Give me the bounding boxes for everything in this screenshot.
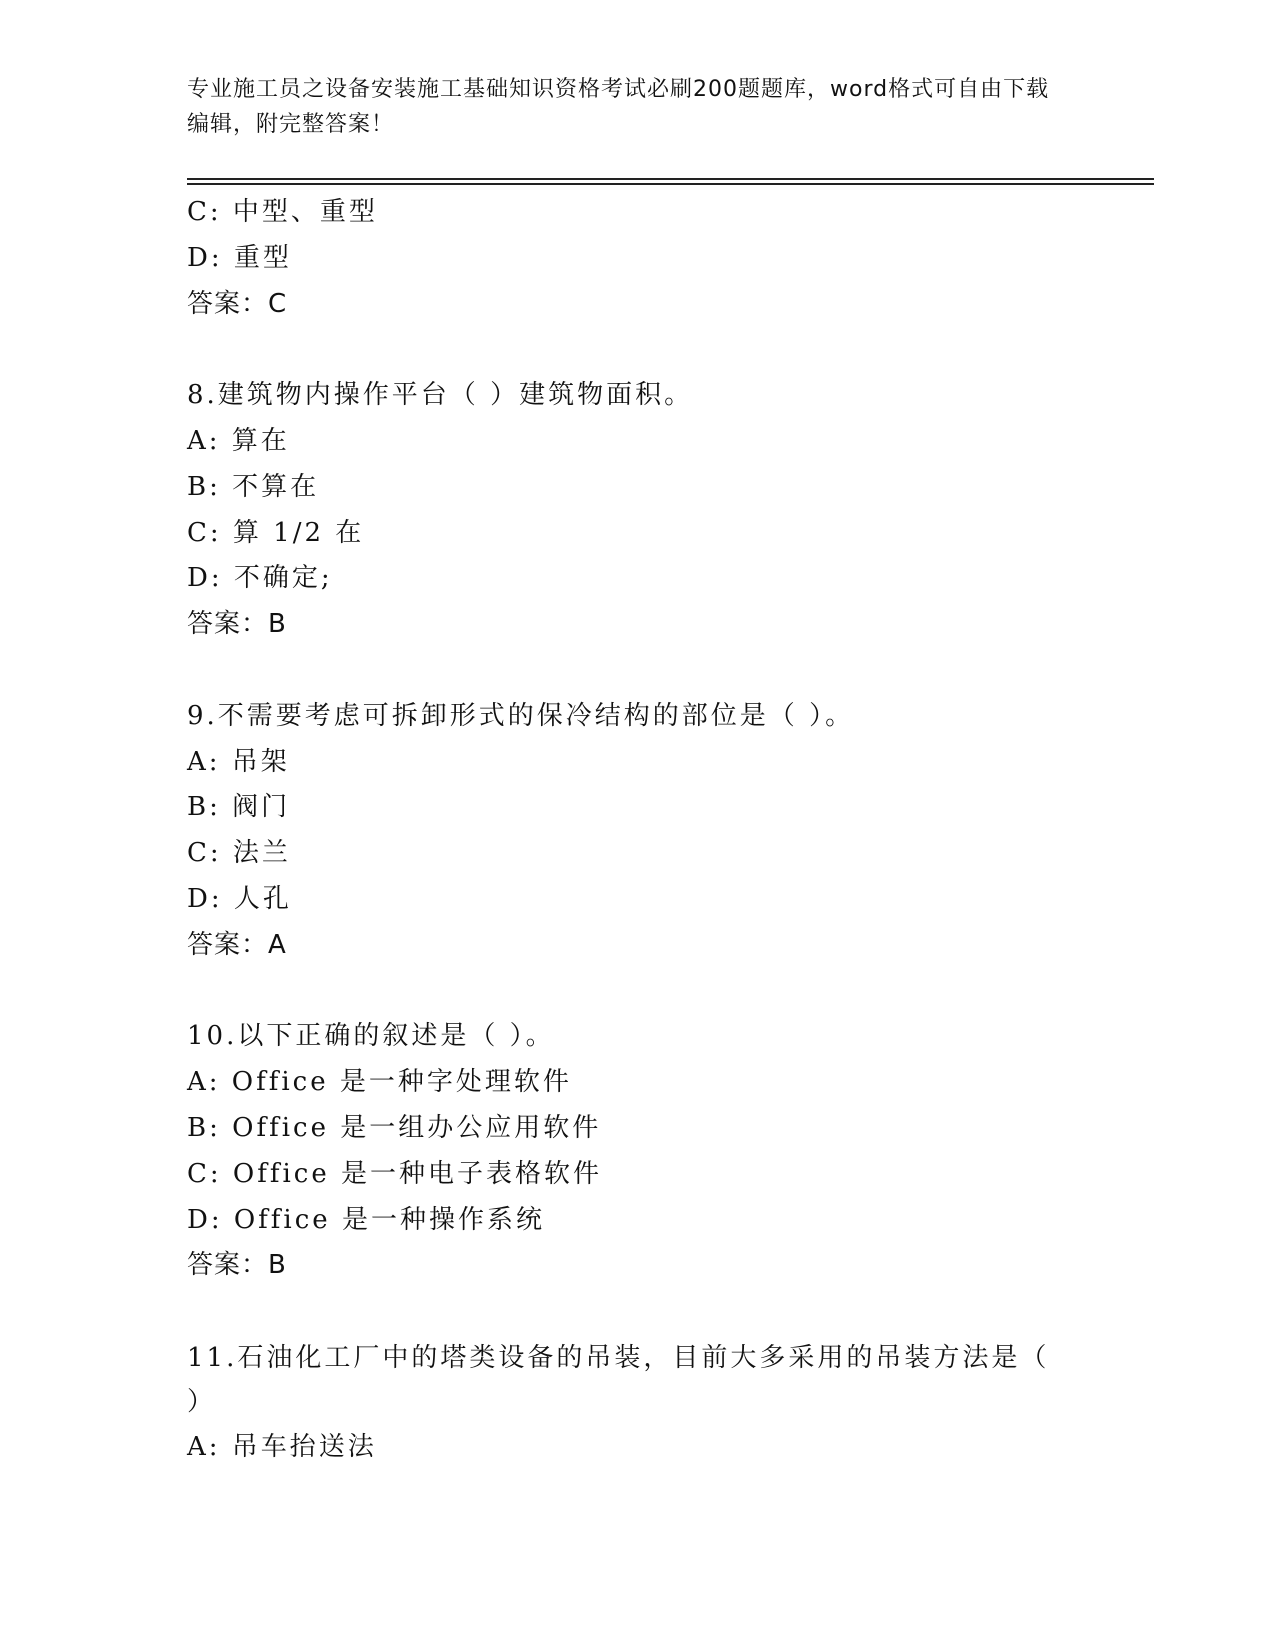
question-10-stem: 10.以下正确的叙述是（ ）。 <box>187 1021 555 1052</box>
question-10-option-d: D: Office 是一种操作系统 <box>187 1204 545 1235</box>
header-divider-top <box>187 178 1154 180</box>
question-list <box>187 190 1067 1471</box>
question-7-answer: 答案：C <box>187 288 288 319</box>
header-divider-bottom <box>187 183 1154 185</box>
question-8-option-a: A: 算在 <box>187 425 290 456</box>
spacer <box>187 969 1067 1015</box>
question-11-option-a: A: 吊车抬送法 <box>187 1431 377 1462</box>
question-7-option-d: D: 重型 <box>187 242 292 273</box>
question-8-option-c: C: 算 1/2 在 <box>187 517 365 548</box>
spacer <box>187 648 1067 694</box>
question-9-option-d: D: 人孔 <box>187 883 292 914</box>
question-8-option-b: B: 不算在 <box>187 471 320 502</box>
question-10-option-a: A: Office 是一种字处理软件 <box>187 1067 572 1098</box>
question-10-option-c: C: Office 是一种电子表格软件 <box>187 1158 603 1189</box>
question-9-option-c: C: 法兰 <box>187 838 291 869</box>
spacer <box>187 1289 1067 1335</box>
spacer <box>187 327 1067 373</box>
question-8-option-d: D: 不确定; <box>187 563 333 594</box>
question-9-option-a: A: 吊架 <box>187 746 290 777</box>
question-10-answer: 答案：B <box>187 1250 287 1281</box>
question-8-answer: 答案：B <box>187 609 287 640</box>
question-7-option-c: C: 中型、重型 <box>187 197 378 227</box>
document-header: 专业施工员之设备安装施工基础知识资格考试必刷200题题库，word格式可自由下载编辑，附完整答案！ <box>187 77 1050 137</box>
question-9-stem: 9.不需要考虑可拆卸形式的保冷结构的部位是（ ）。 <box>187 700 855 731</box>
question-9-answer: 答案：A <box>187 929 287 960</box>
question-9-option-b: B: 阀门 <box>187 792 291 823</box>
question-11-stem: 11.石油化工厂中的塔类设备的吊装，目前大多采用的吊装方法是（ ） <box>187 1342 1050 1417</box>
question-10-option-b: B: Office 是一组办公应用软件 <box>187 1112 602 1143</box>
question-8-stem: 8.建筑物内操作平台（ ）建筑物面积。 <box>187 380 694 411</box>
